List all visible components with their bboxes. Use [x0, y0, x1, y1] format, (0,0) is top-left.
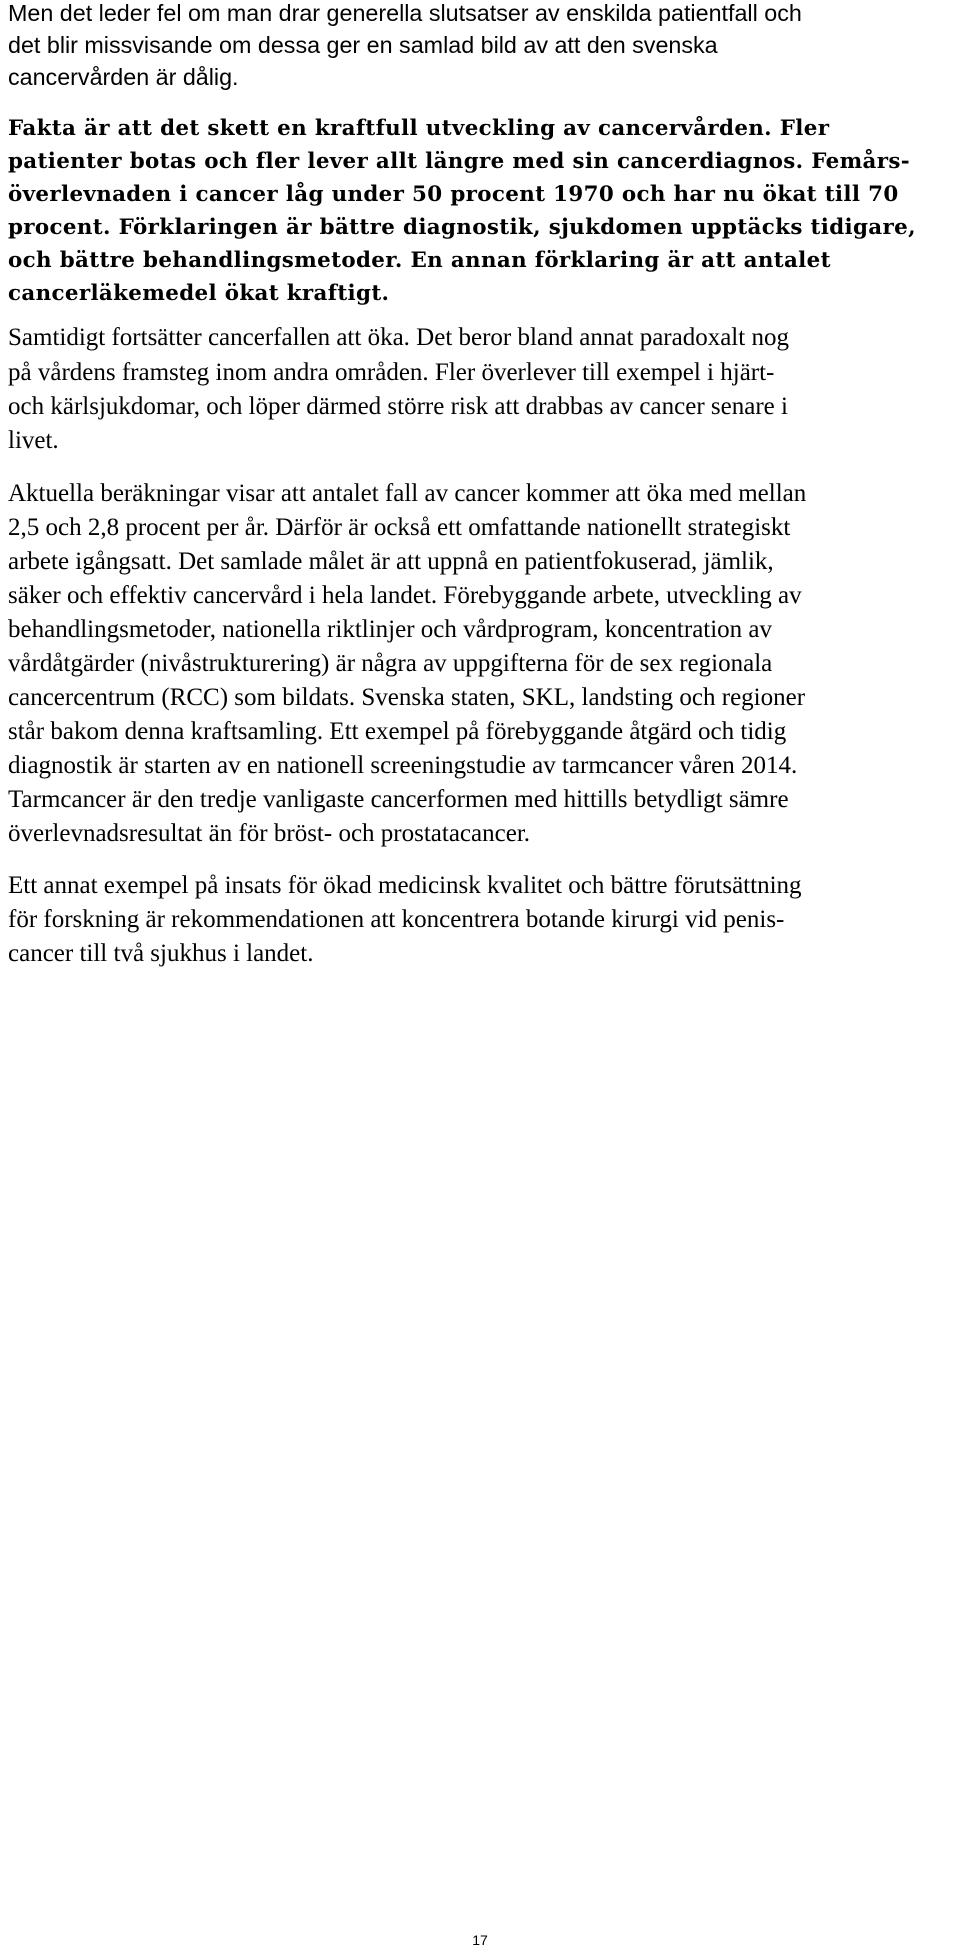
- text-line: 2,5 och 2,8 procent per år. Därför är också ett omfattande nationellt strategiskt: [8, 514, 791, 541]
- text-line: livet.: [8, 427, 59, 454]
- text-line: på vårdens framsteg inom andra områden. Fler överlever till exempel i hjärt-: [8, 359, 775, 386]
- text-line: överlevnaden i cancer låg under 50 procent 1970 och har nu ökat till 70: [8, 182, 899, 207]
- text-line: står bakom denna kraftsamling. Ett exempel på förebyggande åtgärd och tidig: [8, 718, 787, 745]
- text-line: Ett annat exempel på insats för ökad medicinsk kvalitet och bättre förutsättning: [8, 872, 802, 899]
- text-line: det blir missvisande om dessa ger en samlad bild av att den svenska: [8, 32, 718, 58]
- text-line: och bättre behandlingsmetoder. En annan förklaring är att antalet: [8, 248, 831, 273]
- text-line: Men det leder fel om man drar generella slutsatser av enskilda patientfall och: [8, 0, 802, 26]
- text-line: cancerläkemedel ökat kraftigt.: [8, 281, 390, 306]
- text-line: patienter botas och fler lever allt längre med sin cancerdiagnos. Femårs-: [8, 149, 911, 174]
- text-line: Tarmcancer är den tredje vanligaste cancerformen med hittills betydligt sämre: [8, 786, 789, 813]
- text-line: diagnostik är starten av en nationell screeningstudie av tarmcancer våren 2014.: [8, 752, 798, 779]
- text-line: och kärlsjukdomar, och löper därmed större risk att drabbas av cancer senare i: [8, 393, 788, 420]
- text-line: cancer till två sjukhus i landet.: [8, 940, 314, 967]
- text-line: Samtidigt fortsätter cancerfallen att öka. Det beror bland annat paradoxalt nog: [8, 324, 789, 351]
- text-line: behandlingsmetoder, nationella riktlinjer och vårdprogram, koncentration av: [8, 616, 773, 643]
- text-line: arbete igångsatt. Det samlade målet är att uppnå en patientfokuserad, jämlik,: [8, 548, 774, 575]
- text-line: säker och effektiv cancervård i hela landet. Förebyggande arbete, utveckling av: [8, 582, 802, 609]
- text-line: Fakta är att det skett en kraftfull utveckling av cancervården. Fler: [8, 116, 830, 141]
- text-line: vårdåtgärder (nivåstrukturering) är några av uppgifterna för de sex regionala: [8, 650, 773, 677]
- text-line: cancercentrum (RCC) som bildats. Svenska staten, SKL, landsting och regioner: [8, 684, 806, 711]
- text-line: överlevnadsresultat än för bröst- och prostatacancer.: [8, 820, 531, 847]
- page-number: 17: [472, 1932, 488, 1948]
- text-line: för forskning är rekommendationen att koncentrera botande kirurgi vid penis-: [8, 906, 785, 933]
- text-line: cancervården är dålig.: [8, 64, 239, 90]
- text-line: Aktuella beräkningar visar att antalet fall av cancer kommer att öka med mellan: [8, 480, 807, 507]
- text-line: procent. Förklaringen är bättre diagnostik, sjukdomen upptäcks tidigare,: [8, 215, 916, 240]
